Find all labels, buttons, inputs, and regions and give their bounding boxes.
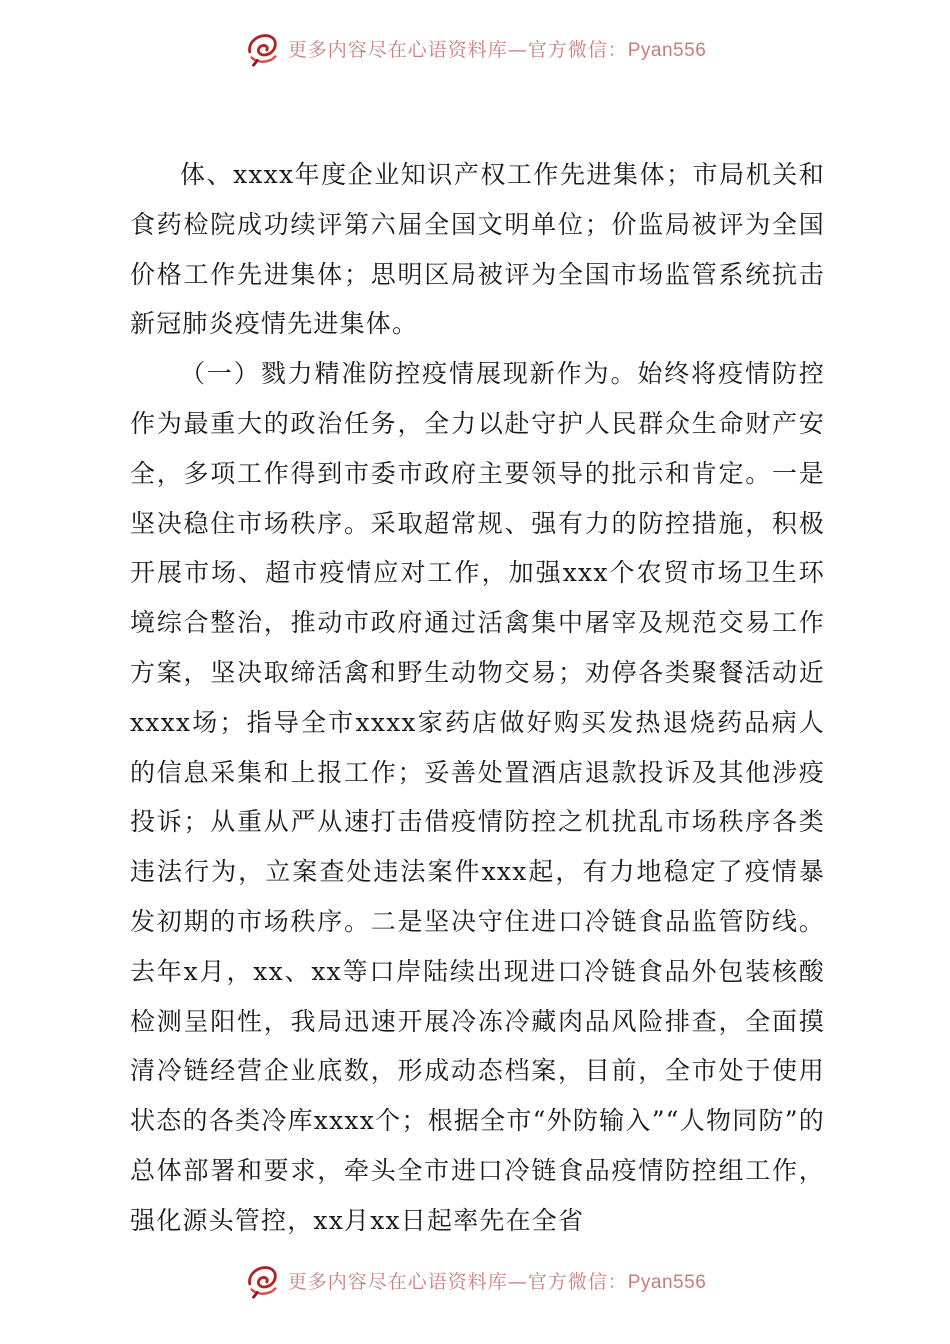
red-swirl-logo-icon	[244, 1261, 282, 1299]
watermark-text: 更多内容尽在心语资料库—官方微信：Pyan556	[287, 38, 707, 61]
header-watermark	[0, 26, 950, 70]
footer-watermark	[0, 1258, 950, 1302]
red-swirl-logo-icon	[244, 29, 282, 67]
document-body	[130, 150, 825, 1246]
paragraph-continuation: 体、xxxx年度企业知识产权工作先进集体；市局机关和食药检院成功续评第六届全国文明单位；价监局被评为全国价格工作先进集体；思明区局被评为全国市场监管系统抗击新冠肺炎疫情先进集体。	[130, 160, 825, 339]
paragraph-section-one: （一）戮力精准防控疫情展现新作为。始终将疫情防控作为最重大的政治任务，全力以赴守护人民群众生命财产安全，多项工作得到市委市政府主要领导的批示和肯定。一是坚决稳住市场秩序。采取超常规、强有力的防控措施，积极开展市场、超市疫情应对工作，加强xxx个农贸市场卫生环境综合整治，推动市政府通过活禽集中屠宰及规范交易工作方案，坚决取缔活禽和野生动物交易；劝停各类聚餐活动近xxxx场；指导全市xxxx家药店做好购买发热退烧药品病人的信息采集和上报工作；妥善处置酒店退款投诉及其他涉疫投诉；从重从严从速打击借疫情防控之机扰乱市场秩序各类违法行为，立案查处违法案件xxx起，有力地稳定了疫情暴发初期的市场秩序。二是坚决守住进口冷链食品监管防线。去年x月，xx、xx等口岸陆续出现进口冷链食品外包装核酸检测呈阳性，我局迅速开展冷冻冷藏肉品风险排查，全面摸清冷链经营企业底数，形成动态档案，目前，全市处于使用状态的各类冷库xxxx个；根据全市“外防输入”“人物同防”的总体部署和要求，牵头全市进口冷链食品疫情防控组工作，强化源头管控，xx月xx日起率先在全省	[130, 359, 825, 1235]
watermark-text: 更多内容尽在心语资料库—官方微信：Pyan556	[287, 1270, 707, 1293]
